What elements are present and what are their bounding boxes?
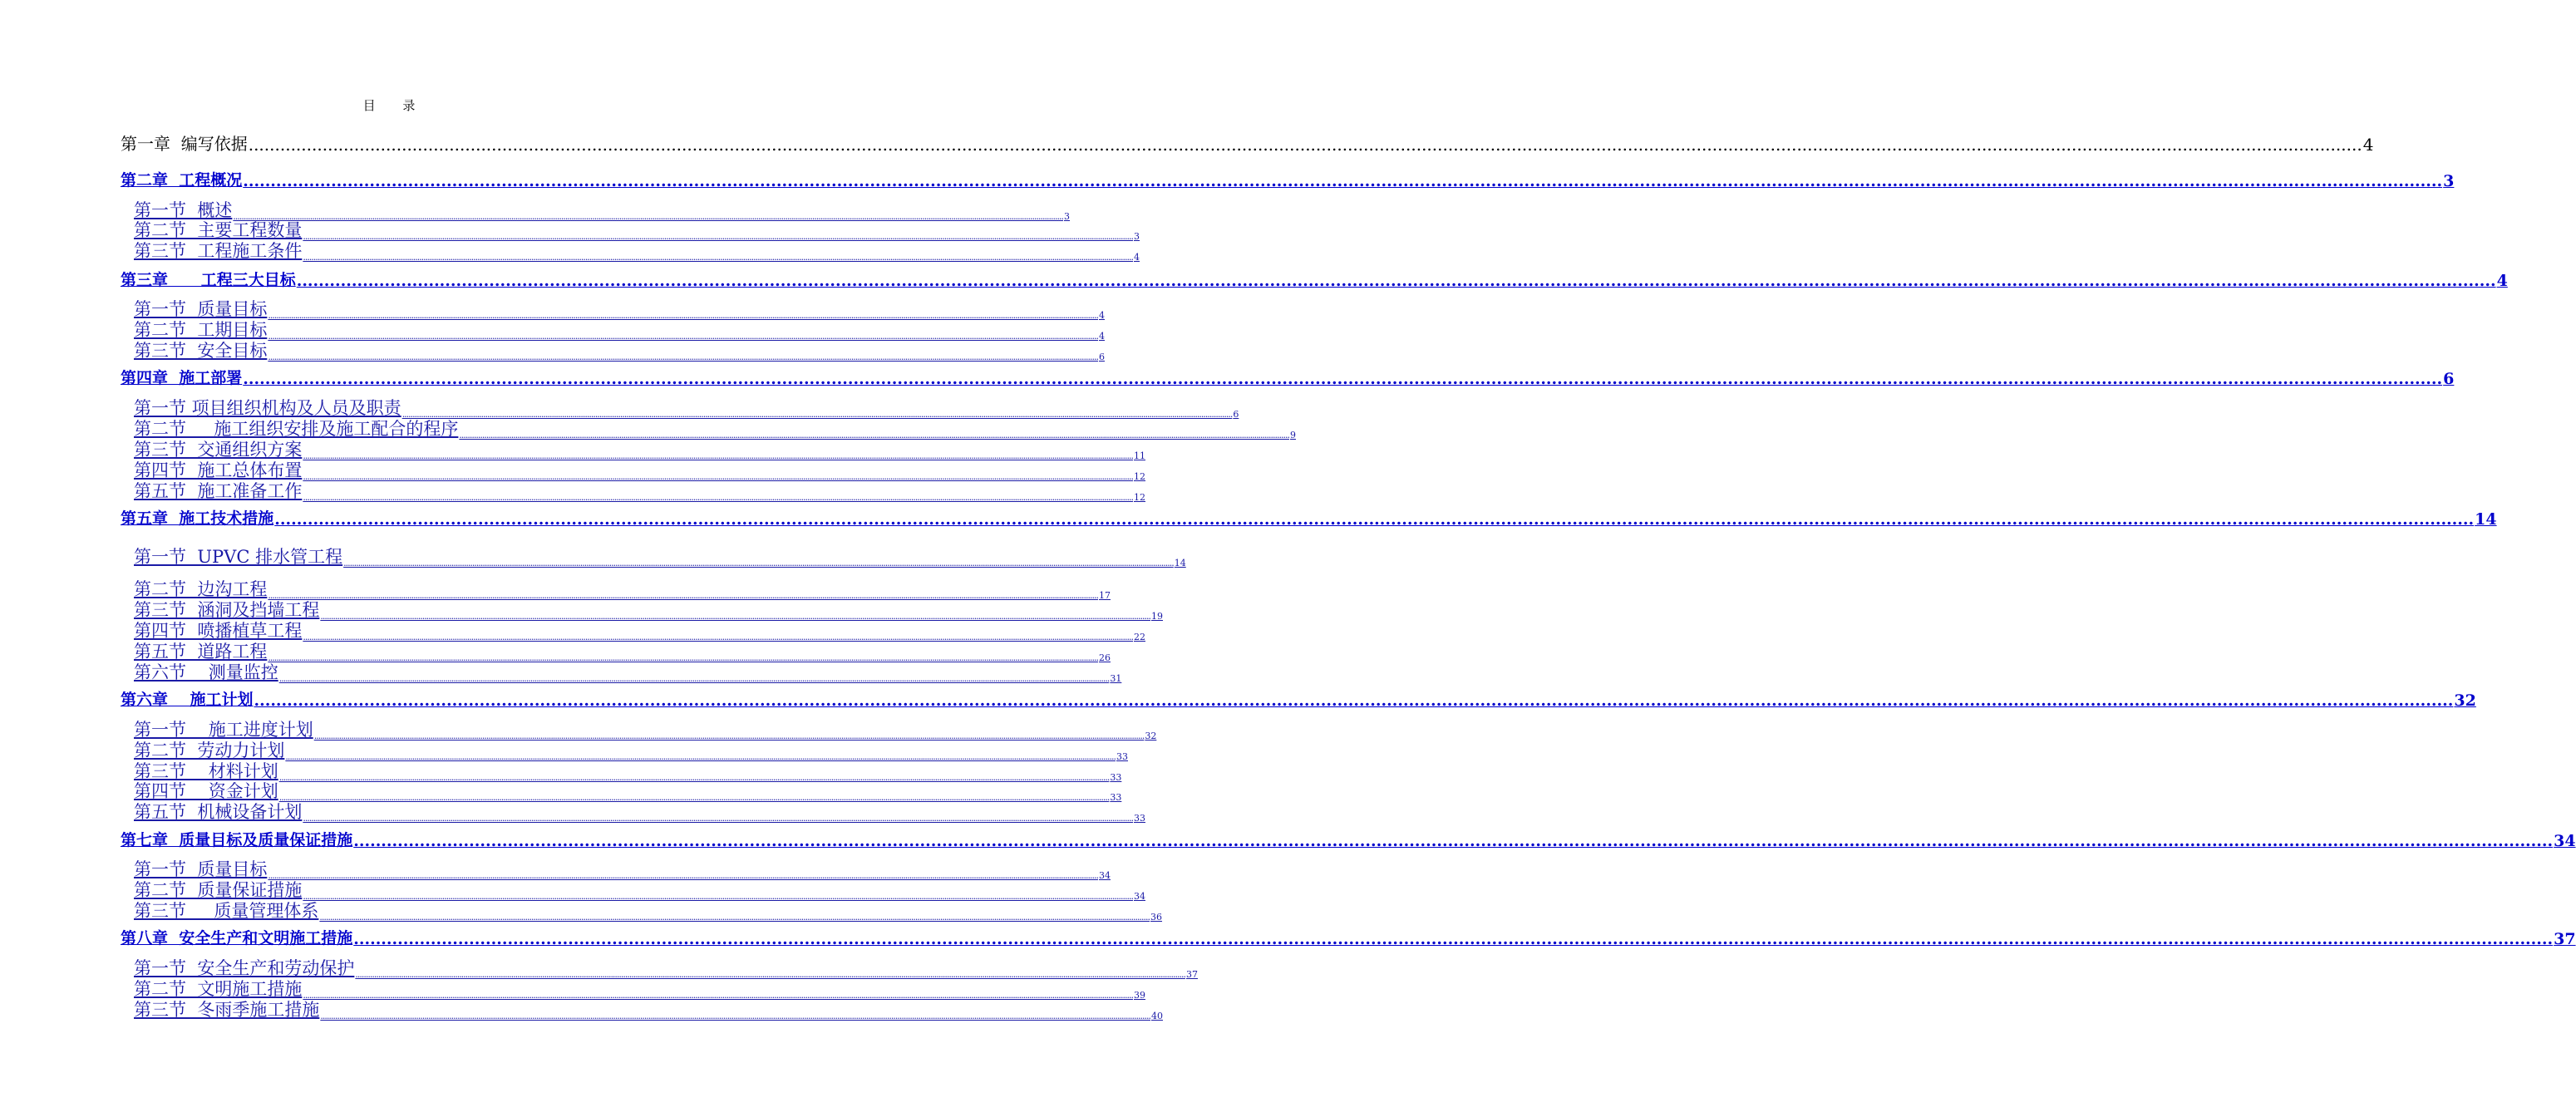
toc-page-number: 4 (1099, 331, 1105, 342)
toc-page-number: 34 (1134, 891, 1145, 902)
toc-page-number: 34 (2554, 832, 2576, 850)
toc-entry-label: 第一章 编写依据 (121, 134, 248, 154)
toc-page-number: 37 (1186, 969, 1198, 980)
toc-dot-leader: ................................................................................................................................................................................................................................................................................................................................................................................................................ (243, 172, 2443, 190)
toc-dot-leader: ................................................................................................................................................................................................................................................................................................................................................................................................................ (355, 969, 1185, 980)
toc-dot-leader: ................................................................................................................................................................................................................................................................................................................................................................................................................ (285, 751, 1116, 762)
toc-page-number: 33 (1110, 792, 1122, 803)
toc-dot-leader: ................................................................................................................................................................................................................................................................................................................................................................................................................ (254, 691, 2454, 710)
toc-entry-label: 第五章 施工技术措施 (121, 509, 274, 528)
toc-chapter-entry[interactable] (121, 926, 2576, 948)
toc-chapter-entry[interactable] (121, 828, 2576, 850)
toc-dot-leader: ................................................................................................................................................................................................................................................................................................................................................................................................................ (233, 211, 1063, 222)
toc-entry-label: 第四章 施工部署 (121, 369, 243, 387)
toc-dot-leader: ................................................................................................................................................................................................................................................................................................................................................................................................................ (303, 632, 1133, 642)
toc-entry-label: 第一节 项目组织机构及人员及职责 (134, 398, 401, 418)
toc-title: 目 录 (362, 98, 427, 113)
toc-entry-label: 第一节 概述 (134, 200, 233, 220)
toc-entry-label: 第三章 工程三大目标 (121, 271, 296, 289)
toc-page-number: 33 (1116, 751, 1128, 762)
toc-section-entry[interactable] (134, 898, 1163, 923)
toc-chapter-entry[interactable] (121, 268, 2508, 290)
toc-page-number: 4 (1134, 252, 1140, 263)
toc-dot-leader: ................................................................................................................................................................................................................................................................................................................................................................................................................ (343, 558, 1174, 568)
toc-page-number: 32 (1145, 731, 1157, 741)
toc-dot-leader: ................................................................................................................................................................................................................................................................................................................................................................................................................ (268, 352, 1098, 362)
toc-dot-leader: ................................................................................................................................................................................................................................................................................................................................................................................................................ (303, 990, 1133, 1001)
toc-dot-leader: ................................................................................................................................................................................................................................................................................................................................................................................................................ (278, 673, 1110, 684)
toc-page-number: 4 (2496, 272, 2508, 290)
toc-dot-leader: ................................................................................................................................................................................................................................................................................................................................................................................................................ (303, 813, 1133, 824)
toc-section-entry[interactable] (134, 238, 1140, 263)
toc-dot-leader: ................................................................................................................................................................................................................................................................................................................................................................................................................ (320, 611, 1150, 622)
toc-page-number: 12 (1134, 471, 1145, 482)
toc-entry-label: 第八章 安全生产和文明施工措施 (121, 929, 353, 947)
toc-page-number: 40 (1151, 1011, 1163, 1021)
toc-dot-leader: ................................................................................................................................................................................................................................................................................................................................................................................................................ (303, 891, 1133, 902)
toc-dot-leader: ................................................................................................................................................................................................................................................................................................................................................................................................................ (268, 870, 1098, 881)
toc-chapter-entry[interactable] (121, 168, 2455, 190)
toc-section-entry[interactable] (134, 478, 1145, 503)
toc-page-number: 37 (2554, 930, 2576, 948)
toc-dot-leader: ................................................................................................................................................................................................................................................................................................................................................................................................................ (268, 590, 1098, 601)
toc-page-number: 4 (2362, 135, 2374, 155)
toc-page-number: 26 (1099, 652, 1111, 663)
toc-entry-label: 第六章 施工计划 (121, 691, 254, 709)
toc-entry-label: 第一节 质量目标 (134, 299, 268, 319)
toc-dot-leader: ................................................................................................................................................................................................................................................................................................................................................................................................................ (401, 409, 1233, 420)
toc-entry-label: 第三节 涵洞及挡墙工程 (134, 600, 320, 620)
toc-page-number: 31 (1110, 673, 1122, 684)
toc-dot-leader: ................................................................................................................................................................................................................................................................................................................................................................................................................ (303, 471, 1133, 482)
toc-entry-label: 第二节 质量保证措施 (134, 880, 303, 900)
toc-page-number: 17 (1099, 590, 1111, 601)
toc-dot-leader: ................................................................................................................................................................................................................................................................................................................................................................................................................ (353, 930, 2554, 948)
toc-dot-leader: ................................................................................................................................................................................................................................................................................................................................................................................................................ (268, 331, 1098, 342)
toc-dot-leader: ................................................................................................................................................................................................................................................................................................................................................................................................................ (303, 450, 1133, 461)
toc-section-entry[interactable] (134, 799, 1145, 824)
toc-entry-label: 第三节 冬雨季施工措施 (134, 1000, 320, 1020)
toc-page-number: 3 (1134, 231, 1140, 242)
toc-section-entry[interactable] (134, 659, 1122, 684)
toc-entry-label: 第五节 道路工程 (134, 642, 268, 662)
toc-dot-leader: ................................................................................................................................................................................................................................................................................................................................................................................................................ (243, 370, 2443, 388)
toc-section-entry[interactable] (134, 996, 1163, 1021)
toc-page-number: 14 (2475, 510, 2497, 529)
toc-dot-leader: ................................................................................................................................................................................................................................................................................................................................................................................................................ (296, 272, 2496, 290)
toc-page-number: 6 (1233, 409, 1239, 420)
toc-chapter-entry[interactable] (121, 366, 2455, 388)
toc-entry-label: 第五节 机械设备计划 (134, 802, 303, 822)
toc-page-number: 19 (1151, 611, 1163, 622)
toc-page-number: 34 (1099, 870, 1111, 881)
toc-entry-label: 第四节 资金计划 (134, 781, 278, 801)
toc-dot-leader: ................................................................................................................................................................................................................................................................................................................................................................................................................ (303, 252, 1133, 263)
toc-entry-label: 第三节 交通组织方案 (134, 440, 303, 460)
toc-entry-label: 第一节 安全生产和劳动保护 (134, 958, 355, 978)
toc-page-number: 3 (1064, 211, 1070, 222)
toc-entry-label: 第二节 边沟工程 (134, 579, 268, 599)
toc-chapter-entry (121, 130, 2374, 155)
toc-entry-label: 第二节 主要工程数量 (134, 220, 303, 240)
toc-section-entry[interactable] (134, 544, 1186, 568)
toc-dot-leader: ................................................................................................................................................................................................................................................................................................................................................................................................................ (303, 492, 1133, 503)
toc-dot-leader: ................................................................................................................................................................................................................................................................................................................................................................................................................ (459, 430, 1290, 440)
toc-dot-leader: ................................................................................................................................................................................................................................................................................................................................................................................................................ (278, 772, 1110, 783)
toc-dot-leader: ................................................................................................................................................................................................................................................................................................................................................................................................................ (320, 1011, 1150, 1021)
toc-page-number: 4 (1099, 310, 1105, 321)
toc-chapter-entry[interactable] (121, 687, 2476, 710)
toc-entry-label: 第五节 施工准备工作 (134, 481, 303, 501)
toc-entry-label: 第七章 质量目标及质量保证措施 (121, 831, 353, 849)
toc-entry-label: 第二节 文明施工措施 (134, 979, 303, 999)
toc-page-number: 11 (1134, 450, 1145, 461)
toc-chapter-entry[interactable] (121, 506, 2497, 529)
toc-entry-label: 第四节 施工总体布置 (134, 460, 303, 480)
toc-page-number: 12 (1134, 492, 1145, 503)
toc-entry-label: 第三节 安全目标 (134, 341, 268, 361)
toc-dot-leader: ................................................................................................................................................................................................................................................................................................................................................................................................................ (353, 832, 2554, 850)
toc-page-number: 32 (2454, 691, 2476, 710)
toc-entry-label: 第二章 工程概况 (121, 171, 243, 189)
toc-page-number: 14 (1174, 558, 1186, 568)
toc-section-entry[interactable] (134, 337, 1105, 362)
toc-entry-label: 第三节 质量管理体系 (134, 901, 319, 921)
toc-page-number: 36 (1150, 912, 1163, 923)
toc-page-number: 39 (1134, 990, 1145, 1001)
toc-page-number: 9 (1290, 430, 1297, 440)
toc-entry-label: 第一节 质量目标 (134, 859, 268, 879)
toc-dot-leader: ................................................................................................................................................................................................................................................................................................................................................................................................................ (268, 310, 1098, 321)
toc-page-number: 6 (1099, 352, 1105, 362)
toc-entry-label: 第六节 测量监控 (134, 662, 278, 682)
toc-dot-leader: ................................................................................................................................................................................................................................................................................................................................................................................................................ (313, 731, 1145, 741)
toc-entry-label: 第四节 喷播植草工程 (134, 621, 303, 641)
toc-dot-leader: ................................................................................................................................................................................................................................................................................................................................................................................................................ (274, 510, 2475, 529)
toc-page-number: 33 (1110, 772, 1122, 783)
toc-entry-label: 第一节 UPVC 排水管工程 (134, 547, 343, 567)
toc-dot-leader: ................................................................................................................................................................................................................................................................................................................................................................................................................ (319, 912, 1150, 923)
toc-dot-leader: ................................................................................................................................................................................................................................................................................................................................................................................................................ (268, 652, 1098, 663)
toc-entry-label: 第二节 工期目标 (134, 320, 268, 340)
toc-entry-label: 第二节 劳动力计划 (134, 741, 285, 760)
toc-page-number: 6 (2443, 370, 2455, 388)
toc-entry-label: 第三节 材料计划 (134, 761, 278, 781)
toc-page-number: 3 (2443, 172, 2455, 190)
toc-dot-leader: ................................................................................................................................................................................................................................................................................................................................................................................................................ (248, 135, 2362, 155)
toc-entry-label: 第三节 工程施工条件 (134, 241, 303, 261)
toc-entry-label: 第一节 施工进度计划 (134, 720, 313, 740)
toc-entry-label: 第二节 施工组织安排及施工配合的程序 (134, 419, 459, 439)
toc-dot-leader: ................................................................................................................................................................................................................................................................................................................................................................................................................ (278, 792, 1110, 803)
toc-dot-leader: ................................................................................................................................................................................................................................................................................................................................................................................................................ (303, 231, 1133, 242)
toc-page-number: 22 (1134, 632, 1145, 642)
toc-page-number: 33 (1134, 813, 1145, 824)
